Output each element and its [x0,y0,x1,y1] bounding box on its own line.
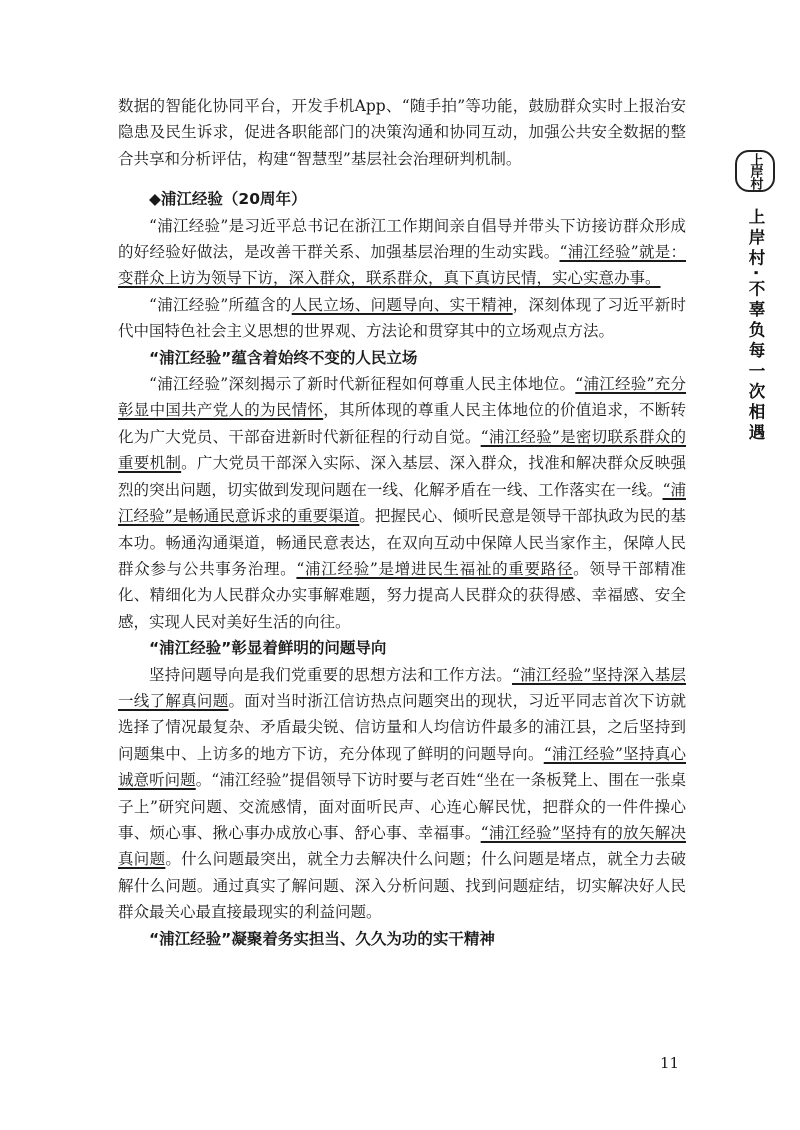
text-segment: 坚持问题导向是我们党重要的思想方法和工作方法。 [149,665,513,684]
intro-paragraph [118,213,686,292]
text-segment: ，其所体现的尊重人民主体地位的价值追求，不断转化为广大党员、干部奋进新时代新征程的行动自觉。 [118,401,686,446]
text-segment: 。“浦江经验”提倡领导下访时要与老百姓“坐在一条板凳上、围在一张桌子上”研究问题、交流感情，面对面听民声、心连心解民忧，把群众的一件件操心事、烦心事、揪心事办成放心事、舒心事、幸福事。 [118,771,686,842]
values-text-after: ，深刻体现了习近平新时代中国特色社会主义思想的世界观、方法论和贯穿其中的立场观点方法。 [118,295,686,341]
text-segment: 。什么问题最突出，就全力去解决什么问题；什么问题是堵点，就全力去破解什么问题。通过真实了解问题、深入分析问题、找到问题症结，切实解决好人民群众最关心最直接最现实的利益问题。 [118,850,686,922]
text-segment: 。广大党员干部深入实际、深入基层、深入群众，找准和解决群众反映强烈的突出问题，切实做到发现问题在一线、化解矛盾在一线、工作落实在一线。 [118,454,686,499]
underlined-segment: “浦江经验”是密切联系群众的重要机制 [118,427,686,473]
page-number: 11 [660,1054,680,1072]
heading-practical-spirit: “浦江经验”凝聚着务实担当、久久为功的实干精神 [149,929,495,948]
underlined-segment: “浦江经验”是畅通民意诉求的重要渠道 [118,480,686,526]
underlined-segment: “浦江经验”坚持深入基层一线了解真问题 [118,665,686,710]
sidebar [731,150,779,444]
problem-orientation-paragraph [118,662,686,926]
text-segment: 。领导干部精准化、精细化为人民群众办实事解难题，努力提高人民群众的获得感、幸福感、安全感，实现人民对美好生活的向往。 [118,559,686,631]
people-stance-paragraph [118,371,686,635]
document-body [118,93,686,952]
underlined-segment: “浦江经验”充分彰显中国共产党人的为民情怀 [118,375,686,420]
section-title-text: 浦江经验（20周年） [160,190,307,209]
text-segment: “浦江经验”深刻揭示了新时代新征程如何尊重人民主体地位。 [149,375,576,394]
seal-logo: 上岸村 [735,150,775,192]
values-paragraph [118,292,686,345]
underlined-segment: “浦江经验”坚持真心诚意听问题 [118,744,686,790]
sidebar-title: 上岸村·不辜负每一次相遇 [746,208,765,444]
underlined-segment: “浦江经验”坚持有的放矢解决真问题 [118,823,686,869]
values-underlined: 人民立场、问题导向、实干精神 [291,295,513,314]
text-segment: 。把握民心、倾听民意是领导干部执政为民的基本功。畅通沟通渠道，畅通民意表达，在双向互动中保障人民当家作主，保障人民群众参与公共事务治理。 [118,507,686,578]
continuation-paragraph: 数据的智能化协同平台，开发手机App、“随手拍”等功能，鼓励群众实时上报治安隐患及民生诉求，促进各职能部门的决策沟通和协同互动，加强公共安全数据的整合共享和分析评估，构建“智慧型”基层社会治理研判机制。 [118,97,686,168]
text-segment: 。面对当时浙江信访热点问题突出的现状，习近平同志首次下访就选择了情况最复杂、矛盾最尖锐、信访量和人均信访件最多的浦江县，之后坚持到问题集中、上访多的地方下访，充分体现了鲜明的问题导向。 [118,691,686,763]
underlined-segment: “浦江经验”是增进民生福祉的重要路径 [296,559,574,578]
underlined-definition: “浦江经验”就是：变群众上访为领导下访，深入群众，联系群众，真下真访民情，实心实意办事。 [118,243,686,288]
diamond-bullet-icon: ◆ [149,190,161,209]
heading-problem-orientation: “浦江经验”彰显着鲜明的问题导向 [149,639,387,658]
section-title [118,186,686,212]
intro-text: “浦江经验”是习近平总书记在浙江工作期间亲自倡导并带头下访接访群众形成的好经验好做法，是改善干群关系、加强基层治理的生动实践。 [118,216,686,262]
values-text-before: “浦江经验”所蕴含的 [149,295,292,314]
heading-people-stance: “浦江经验”蕴含着始终不变的人民立场 [149,348,418,367]
